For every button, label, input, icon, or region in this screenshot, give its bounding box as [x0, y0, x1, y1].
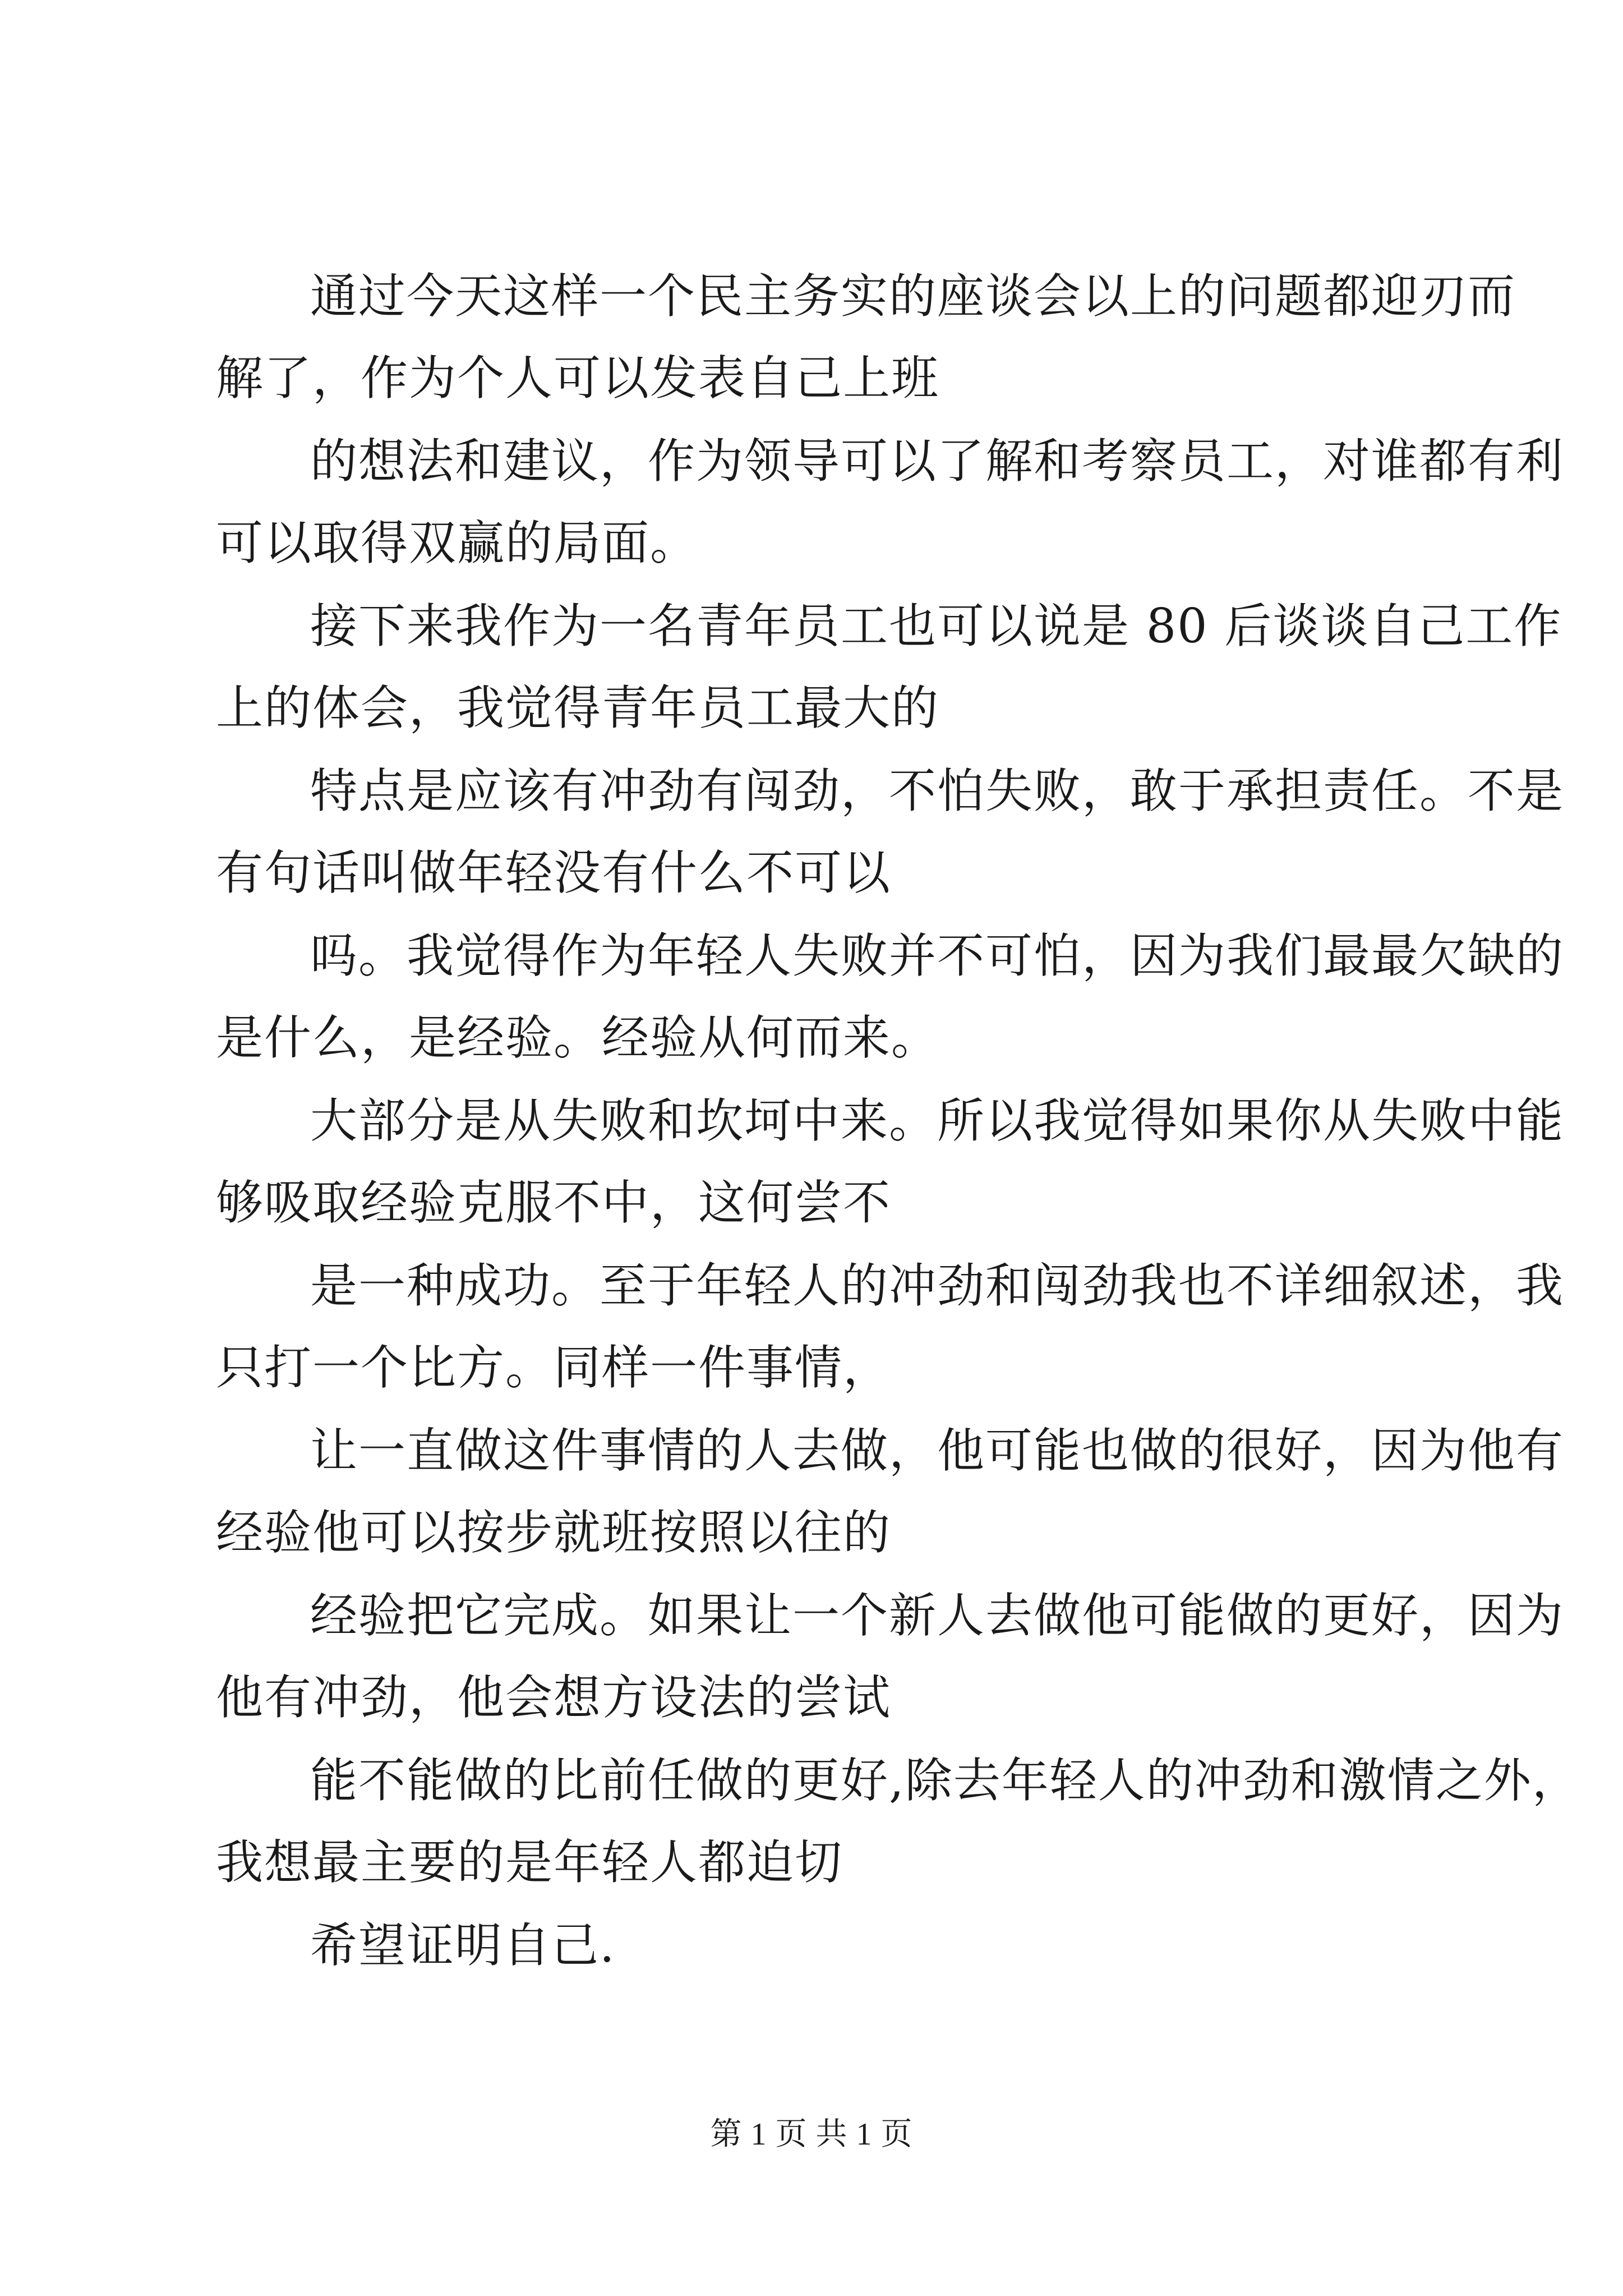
paragraph-line: 有句话叫做年轻没有什么不可以 — [216, 845, 892, 900]
paragraph-9 — [216, 1575, 1565, 1738]
paragraph-1 — [216, 255, 1516, 419]
page-number-label: 第 1 页 共 1 页 — [710, 2117, 913, 2152]
paragraph-line: 大部分是从失败和坎坷中来。所以我觉得如果你从失败中能 — [310, 1093, 1565, 1148]
paragraph-2 — [216, 420, 1565, 584]
paragraph-line: 是一种成功。至于年轻人的冲劲和闯劲我也不详细叙述，我 — [310, 1258, 1565, 1313]
paragraph-line: 通过今天这样一个民主务实的座谈会以上的问题都迎刃而 — [310, 269, 1516, 324]
paragraph-line: 够吸取经验克服不中，这何尝不 — [216, 1175, 892, 1230]
paragraph-line: 让一直做这件事情的人去做，他可能也做的很好，因为他有 — [310, 1423, 1565, 1478]
paragraph-line: 特点是应该有冲劲有闯劲，不怕失败，敢于承担责任。不是 — [310, 763, 1565, 818]
paragraph-line: 他有冲劲，他会想方设法的尝试 — [216, 1670, 892, 1725]
paragraph-line: 上的体会，我觉得青年员工最大的 — [216, 680, 940, 735]
paragraph-line: 经验把它完成。如果让一个新人去做他可能做的更好，因为 — [310, 1588, 1565, 1643]
paragraph-8 — [216, 1410, 1565, 1573]
document-body — [216, 255, 1580, 1987]
paragraph-4 — [216, 750, 1565, 914]
paragraph-7 — [216, 1245, 1565, 1409]
page-footer — [0, 2115, 1623, 2154]
paragraph-3 — [216, 585, 1562, 749]
paragraph-11 — [216, 1904, 1438, 1986]
paragraph-line: 希望证明自己. — [310, 1918, 616, 1973]
paragraph-5 — [216, 915, 1565, 1079]
paragraph-line: 是什么，是经验。经验从何而来。 — [216, 1010, 940, 1065]
paragraph-line: 我想最主要的是年轻人都迫切 — [216, 1835, 843, 1890]
paragraph-10 — [216, 1740, 1580, 1903]
paragraph-6 — [216, 1080, 1565, 1244]
paragraph-line: 只打一个比方。同样一件事情， — [216, 1340, 892, 1395]
paragraph-line: 能不能做的比前任做的更好,除去年轻人的冲劲和激情之外， — [310, 1753, 1580, 1808]
paragraph-line: 经验他可以按步就班按照以往的 — [216, 1505, 892, 1560]
paragraph-line: 吗。我觉得作为年轻人失败并不可怕，因为我们最最欠缺的 — [310, 928, 1565, 983]
paragraph-line: 的想法和建议，作为领导可以了解和考察员工，对谁都有利 — [310, 434, 1565, 489]
paragraph-line: 接下来我作为一名青年员工也可以说是 80 后谈谈自己工作 — [310, 599, 1562, 654]
paragraph-line: 解了，作为个人可以发表自己上班 — [216, 351, 940, 406]
paragraph-line: 可以取得双赢的局面。 — [216, 516, 699, 570]
